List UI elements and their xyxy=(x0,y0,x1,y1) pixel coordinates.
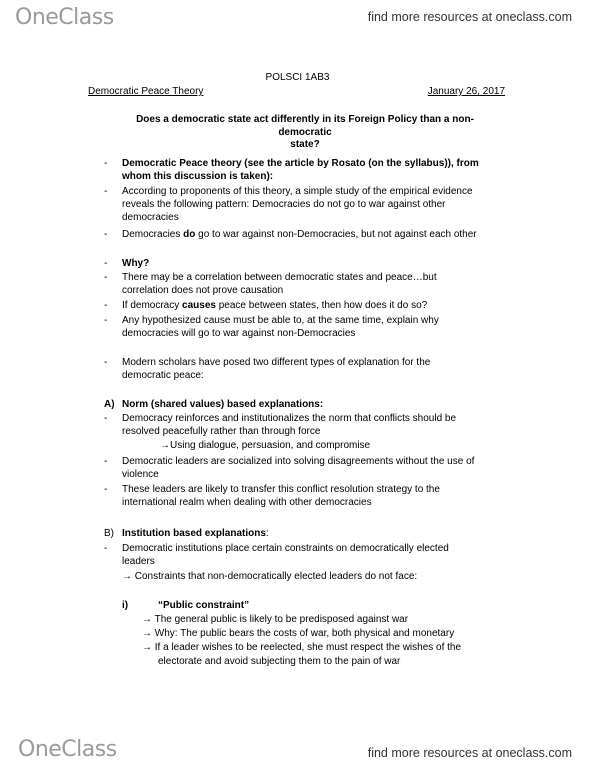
topic-title: Democratic Peace Theory xyxy=(88,86,204,97)
subsection-i-title: “Public constraint” xyxy=(158,600,250,611)
lecture-date: January 26, 2017 xyxy=(427,86,505,97)
dpt-heading-line1: Democratic Peace theory (see the article by Rosato (on the syllabus)), from xyxy=(122,158,479,169)
dpt-heading-line2: whom this discussion is taken): xyxy=(122,171,274,182)
norm-line2: resolved peacefully rather than through force xyxy=(122,426,321,437)
modern-scholars-line1: Modern scholars have posed two different types of explanation for the xyxy=(122,357,431,368)
bullet-dash: - xyxy=(104,186,108,197)
correlation-line2: correlation does not prove causation xyxy=(122,285,284,296)
bullet-dash: - xyxy=(104,258,108,269)
causes-line: If democracy causes peace between states, then how does it do so? xyxy=(122,300,428,311)
bullet-dash: - xyxy=(104,413,108,424)
bullet-dash: - xyxy=(104,543,108,554)
oneclass-logo[interactable]: OneClass xyxy=(15,5,114,30)
why-heading: Why? xyxy=(122,258,150,269)
proponents-line2: reveals the following pattern: Democracies do not go to war against other xyxy=(122,199,446,210)
public-constraint-point1: → The general public is likely to be predisposed against war xyxy=(142,614,409,625)
bullet-dash: - xyxy=(104,158,108,169)
bullet-dash: - xyxy=(104,272,108,283)
subsection-i-label: i) xyxy=(122,600,129,611)
norm-line1: Democracy reinforces and institutionalizes the norm that conflicts should be xyxy=(122,413,457,424)
institutions-line2: leaders xyxy=(122,556,155,567)
bullet-dash: - xyxy=(104,300,108,311)
hypothesized-line1: Any hypothesized cause must be able to, at the same time, explain why xyxy=(122,315,439,326)
find-resources-link[interactable]: find more resources at oneclass.com xyxy=(367,10,572,24)
democracies-do-line: Democracies do go to war against non-Democracies, but not against each other xyxy=(122,229,477,240)
norm-sub-arrow: →Using dialogue, persuasion, and compromise xyxy=(160,440,371,451)
lecture-question: Does a democratic state act differently in its Foreign Policy than a non-democratic state? xyxy=(136,114,474,150)
socialized-line1: Democratic leaders are socialized into solving disagreements without the use of xyxy=(122,456,475,467)
bullet-dash: - xyxy=(104,357,108,368)
public-constraint-point2: → Why: The public bears the costs of war, both physical and monetary xyxy=(142,628,455,639)
public-constraint-point3-line2: electorate and avoid subjecting them to the pain of war xyxy=(158,656,401,667)
socialized-line2: violence xyxy=(122,469,159,480)
course-code: POLSCI 1AB3 xyxy=(265,72,330,83)
constraints-sub-arrow: → Constraints that non-democratically elected leaders do not face: xyxy=(122,571,418,582)
proponents-line1: According to proponents of this theory, a simple study of the empirical evidence xyxy=(122,186,473,197)
find-resources-footer-link[interactable]: find more resources at oneclass.com xyxy=(367,746,572,760)
bullet-dash: - xyxy=(104,229,108,240)
section-a-title: Norm (shared values) based explanations: xyxy=(122,399,324,410)
public-constraint-point3-line1: → If a leader wishes to be reelected, she must respect the wishes of the xyxy=(142,642,462,653)
bullet-dash: - xyxy=(104,456,108,467)
oneclass-footer-logo[interactable]: OneClass xyxy=(18,737,117,762)
transfer-line2: international realm when dealing with other democracies xyxy=(122,497,372,508)
transfer-line1: These leaders are likely to transfer this conflict resolution strategy to the xyxy=(122,484,440,495)
institutions-line1: Democratic institutions place certain constraints on democratically elected xyxy=(122,543,449,554)
correlation-line1: There may be a correlation between democratic states and peace…but xyxy=(122,272,437,283)
section-b-label: B) xyxy=(104,528,114,539)
bullet-dash: - xyxy=(104,484,108,495)
section-a-label: A) xyxy=(104,399,115,410)
hypothesized-line2: democracies will go to war against non-Democracies xyxy=(122,328,356,339)
modern-scholars-line2: democratic peace: xyxy=(122,370,204,381)
section-b-title: Institution based explanations: xyxy=(122,528,269,539)
bullet-dash: - xyxy=(104,315,108,326)
proponents-line3: democracies xyxy=(122,212,179,223)
